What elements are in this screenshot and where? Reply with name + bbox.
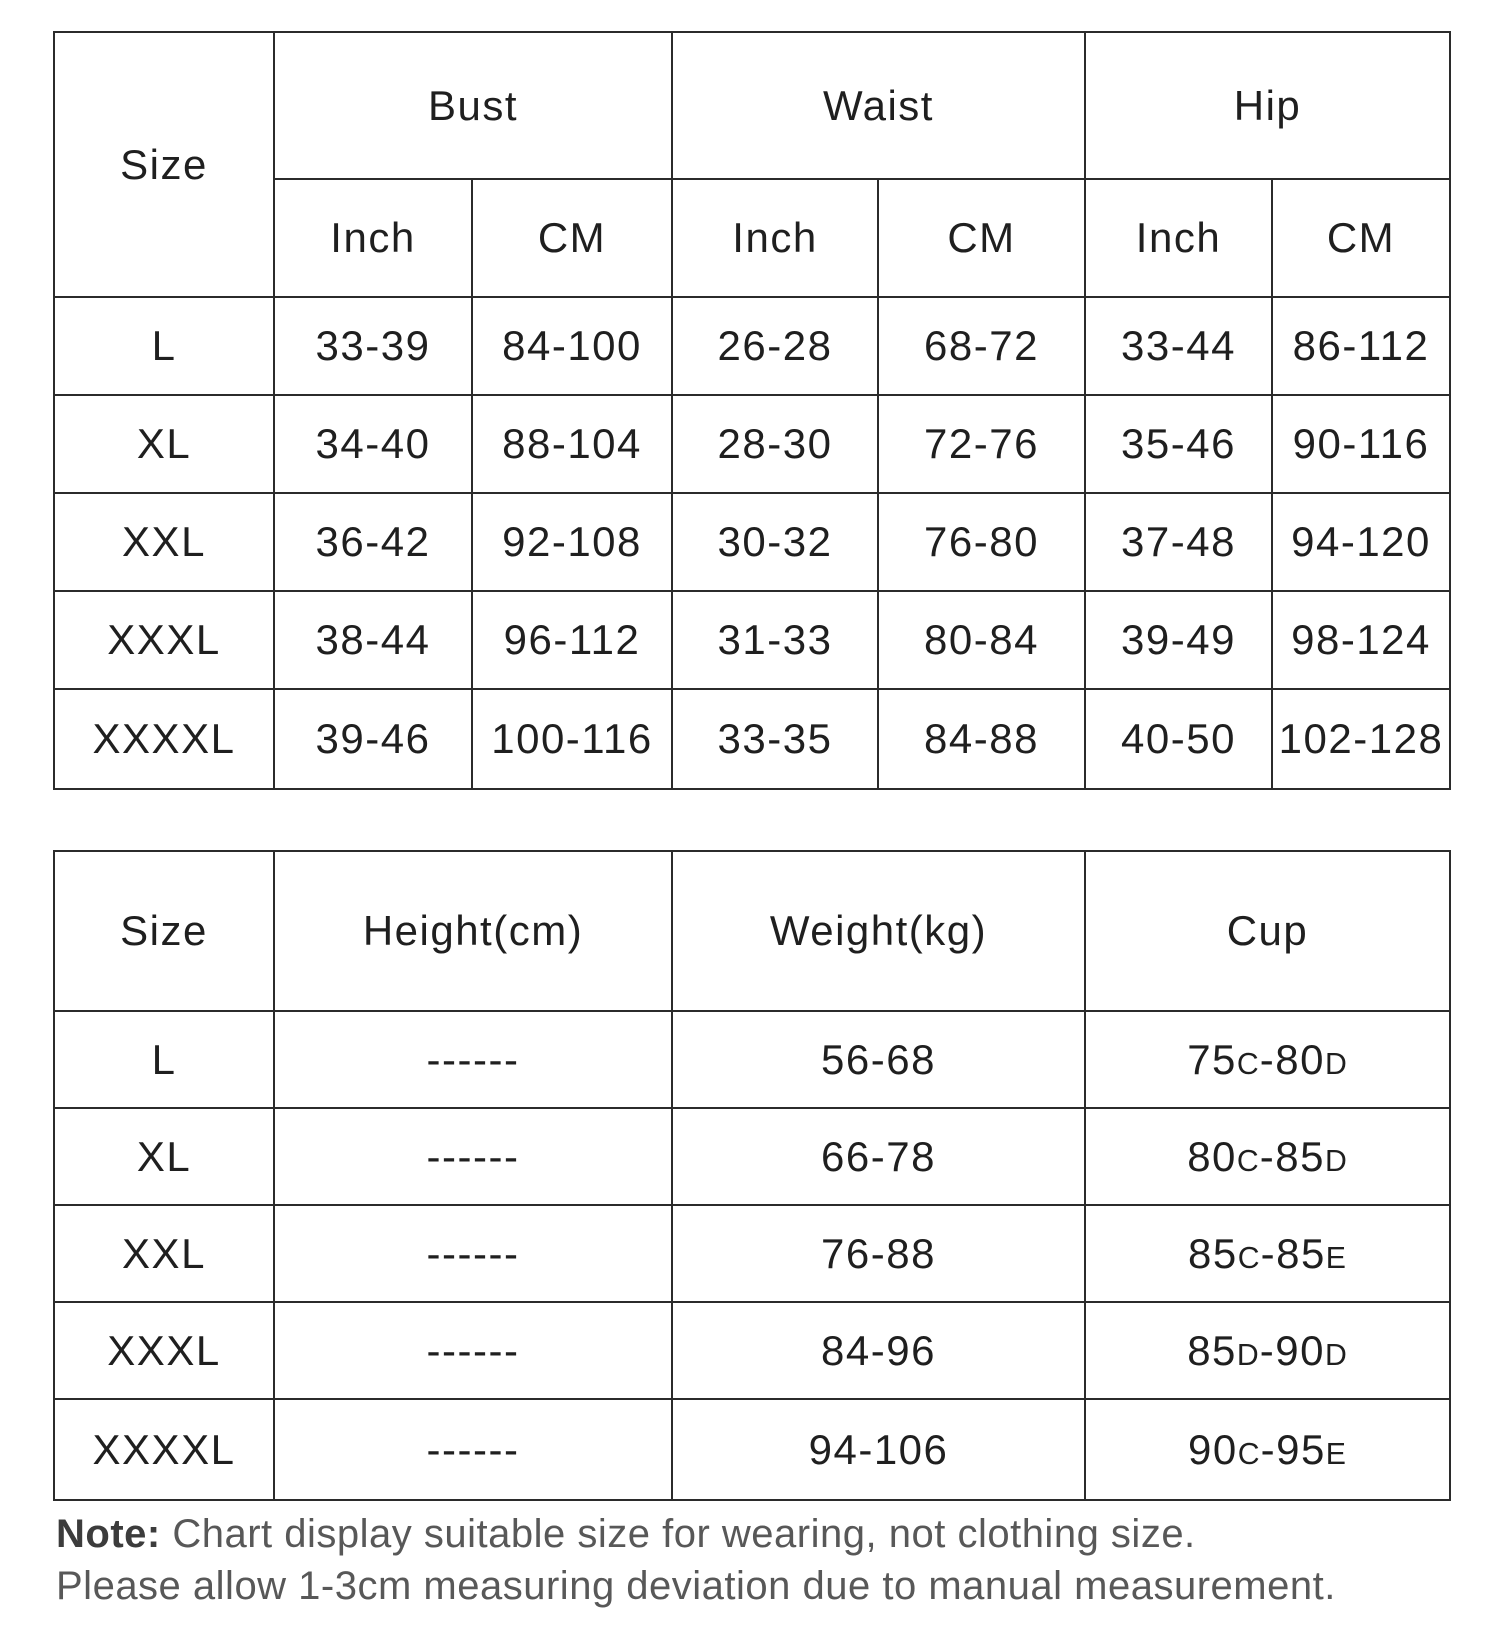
bust-cm-cell: 88-104 — [472, 395, 672, 493]
size-cell: XXL — [54, 1205, 274, 1302]
bust-cm-cell: 84-100 — [472, 297, 672, 395]
bust-inch-cell: 33-39 — [274, 297, 472, 395]
waist-cm-cell: 80-84 — [878, 591, 1085, 689]
header-cup: Cup — [1085, 851, 1450, 1011]
bust-cm-cell: 100-116 — [472, 689, 672, 789]
note-line-1 — [56, 1508, 1486, 1560]
bust-inch-cell: 38-44 — [274, 591, 472, 689]
fit-table — [53, 850, 1451, 1501]
header-waist-inch: Inch — [672, 179, 878, 297]
waist-cm-cell: 68-72 — [878, 297, 1085, 395]
note-line-2: Please allow 1-3cm measuring deviation due to manual measurement. — [56, 1564, 1336, 1608]
header-size: Size — [54, 32, 274, 297]
note-text-1: Chart display suitable size for wearing, not clothing size. — [172, 1512, 1196, 1556]
header-waist: Waist — [672, 32, 1085, 179]
header-size: Size — [54, 851, 274, 1011]
hip-inch-cell: 37-48 — [1085, 493, 1272, 591]
header-bust: Bust — [274, 32, 672, 179]
table-row — [54, 689, 1450, 789]
size-cell: L — [54, 297, 274, 395]
cup-cell: 90C-95E — [1085, 1399, 1450, 1500]
bust-cm-cell: 92-108 — [472, 493, 672, 591]
header-hip-inch: Inch — [1085, 179, 1272, 297]
waist-cm-cell: 84-88 — [878, 689, 1085, 789]
size-cell: XXXL — [54, 1302, 274, 1399]
waist-cm-cell: 76-80 — [878, 493, 1085, 591]
header-bust-inch: Inch — [274, 179, 472, 297]
hip-cm-cell: 102-128 — [1272, 689, 1450, 789]
hip-inch-cell: 35-46 — [1085, 395, 1272, 493]
header-waist-cm: CM — [878, 179, 1085, 297]
size-cell: XXXXL — [54, 689, 274, 789]
height-cell: ------ — [274, 1205, 672, 1302]
table-row — [54, 591, 1450, 689]
note — [56, 1508, 1486, 1612]
waist-cm-cell: 72-76 — [878, 395, 1085, 493]
table-row — [54, 1205, 1450, 1302]
header-weight: Weight(kg) — [672, 851, 1085, 1011]
bust-inch-cell: 39-46 — [274, 689, 472, 789]
hip-cm-cell: 90-116 — [1272, 395, 1450, 493]
table-header-row — [54, 32, 1450, 179]
height-cell: ------ — [274, 1011, 672, 1108]
table-row — [54, 1399, 1450, 1500]
hip-cm-cell: 86-112 — [1272, 297, 1450, 395]
bust-cm-cell: 96-112 — [472, 591, 672, 689]
hip-inch-cell: 39-49 — [1085, 591, 1272, 689]
table-row — [54, 297, 1450, 395]
table-header-row — [54, 851, 1450, 1011]
hip-inch-cell: 40-50 — [1085, 689, 1272, 789]
table-row — [54, 493, 1450, 591]
bust-inch-cell: 34-40 — [274, 395, 472, 493]
table-row — [54, 1302, 1450, 1399]
bust-inch-cell: 36-42 — [274, 493, 472, 591]
header-bust-cm: CM — [472, 179, 672, 297]
measurement-table — [53, 31, 1451, 790]
table-row — [54, 1011, 1450, 1108]
weight-cell: 84-96 — [672, 1302, 1085, 1399]
cup-cell: 85D-90D — [1085, 1302, 1450, 1399]
note-label: Note: — [56, 1512, 161, 1556]
waist-inch-cell: 26-28 — [672, 297, 878, 395]
weight-cell: 66-78 — [672, 1108, 1085, 1205]
height-cell: ------ — [274, 1399, 672, 1500]
size-cell: XL — [54, 395, 274, 493]
waist-inch-cell: 31-33 — [672, 591, 878, 689]
table-row — [54, 1108, 1450, 1205]
weight-cell: 94-106 — [672, 1399, 1085, 1500]
waist-inch-cell: 33-35 — [672, 689, 878, 789]
size-cell: XL — [54, 1108, 274, 1205]
weight-cell: 76-88 — [672, 1205, 1085, 1302]
waist-inch-cell: 28-30 — [672, 395, 878, 493]
weight-cell: 56-68 — [672, 1011, 1085, 1108]
header-height: Height(cm) — [274, 851, 672, 1011]
size-cell: XXXXL — [54, 1399, 274, 1500]
height-cell: ------ — [274, 1302, 672, 1399]
table-row — [54, 395, 1450, 493]
waist-inch-cell: 30-32 — [672, 493, 878, 591]
size-cell: XXL — [54, 493, 274, 591]
hip-inch-cell: 33-44 — [1085, 297, 1272, 395]
hip-cm-cell: 98-124 — [1272, 591, 1450, 689]
size-cell: L — [54, 1011, 274, 1108]
cup-cell: 75C-80D — [1085, 1011, 1450, 1108]
header-hip-cm: CM — [1272, 179, 1450, 297]
size-cell: XXXL — [54, 591, 274, 689]
height-cell: ------ — [274, 1108, 672, 1205]
cup-cell: 80C-85D — [1085, 1108, 1450, 1205]
header-hip: Hip — [1085, 32, 1450, 179]
hip-cm-cell: 94-120 — [1272, 493, 1450, 591]
cup-cell: 85C-85E — [1085, 1205, 1450, 1302]
